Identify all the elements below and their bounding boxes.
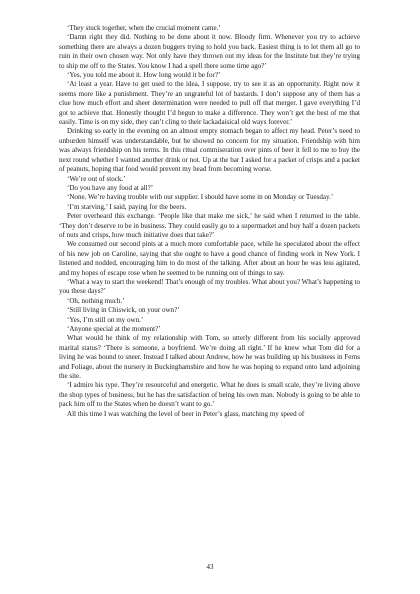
paragraph: ‘Anyone special at the moment?’ [67, 325, 161, 333]
paragraph: ‘Yes, you told me about it. How long would it be for?’ [67, 71, 221, 80]
paragraph: ‘Damn right they did. Nothing to be done about it now. Bloody firm. Whenever you try to achieve something there are always a dozen buggers trying to hold you back. Easiest thing is to let them all go to ruin in their own chosen way. Not only have they thrown out my ideas for the Institute but they’re trying to ship me off to the States. You know I had a spell there some time ago?’ [59, 33, 360, 70]
body-text [59, 24, 360, 419]
paragraph: ‘What a way to start the weekend! That’s enough of my troubles. What about you? What’s happening to you these days?’ [59, 277, 360, 296]
paragraph: What would he think of my relationship with Tom, so utterly different from his socially approved marital status? ‘There is someone, a boyfriend. We’re doing all right.’ If he knew what Tom did for a living he was bound to sneer. Instead I talked about Andrew, how he was building up his business in Ferns and Foliage, about the nursery in Buckinghamshire and how he was hoping to expand onto land adjoining the site. [59, 334, 360, 381]
paragraph: We consumed our second pints at a much more comfortable pace, while he speculated about the effect of his new job on Caroline, saying that she ought to have a good chance of finding work in New York. I listened and nodded, encouraging him to do most of the talking. After about an hour he was less agitated, and my hopes of escape rose when he seemed to be running out of things to say. [59, 240, 360, 277]
paragraph: ‘We’re out of stock.’ [67, 174, 126, 183]
paragraph: ‘None. We’re having trouble with our supplier. I should have some in on Monday or Tuesday.’ [67, 193, 334, 202]
paragraph: ‘I’m starving,’ I said, paying for the beers. [67, 202, 187, 211]
paragraph: All this time I was watching the level of beer in Peter’s glass, matching my speed of [67, 409, 305, 418]
paragraph: ‘They stuck together, when the crucial moment came.’ [67, 24, 221, 32]
paragraph: Drinking so early in the evening on an almost empty stomach began to affect my head. Peter’s need to unburden himself was understandable, but he showed no concern for my situation. Friendship with him was always friendship on his terms. In this ritual commiseration over pints of beer it fell to me to buy the next round whether I wanted another drink or not. Up at the bar I asked for a packet of crisps and a packet of peanuts, hoping that food would prevent my head from becoming worse. [59, 127, 360, 174]
page-number: 43 [206, 563, 214, 571]
paragraph: Peter overheard this exchange. ‘People like that make me sick,’ he said when I returned to the table. ‘They don’t deserve to be in business. They could easily go to a supermarket and buy half a dozen packets of nuts and crisps, how much initiative does that take?’ [59, 212, 360, 239]
paragraph: ‘Oh, nothing much.’ [67, 296, 125, 305]
paragraph: ‘At least a year. Have to get used to the idea, I suppose, try to see it as an opportunity. Right now it seems more like a punishment. They’re an ungrateful lot of bastards. I don’t suppose any of them has a clue how much effort and sheer determination were needed to pull off that merger. I gave everything I’d got to achieve that. Honestly thought I’d begun to make a difference. They won’t get the best of me that easily. Time is on my side, they can’t cling to their lackadaisical old ways forever.’ [59, 80, 360, 127]
paragraph: ‘Do you have any food at all?’ [67, 183, 154, 192]
paragraph: ‘Still living in Chiswick, on your own?’ [67, 306, 180, 315]
paragraph: ‘Yes, I’m still on my own.’ [67, 315, 144, 324]
paragraph: ‘I admire his type. They’re resourceful and energetic. What he does is small scale, they’re living above the shop types of business, but he has the satisfaction of being his own man. Nobody is going to be able to pack him off to the States when he doesn’t want to go.’ [59, 381, 360, 409]
